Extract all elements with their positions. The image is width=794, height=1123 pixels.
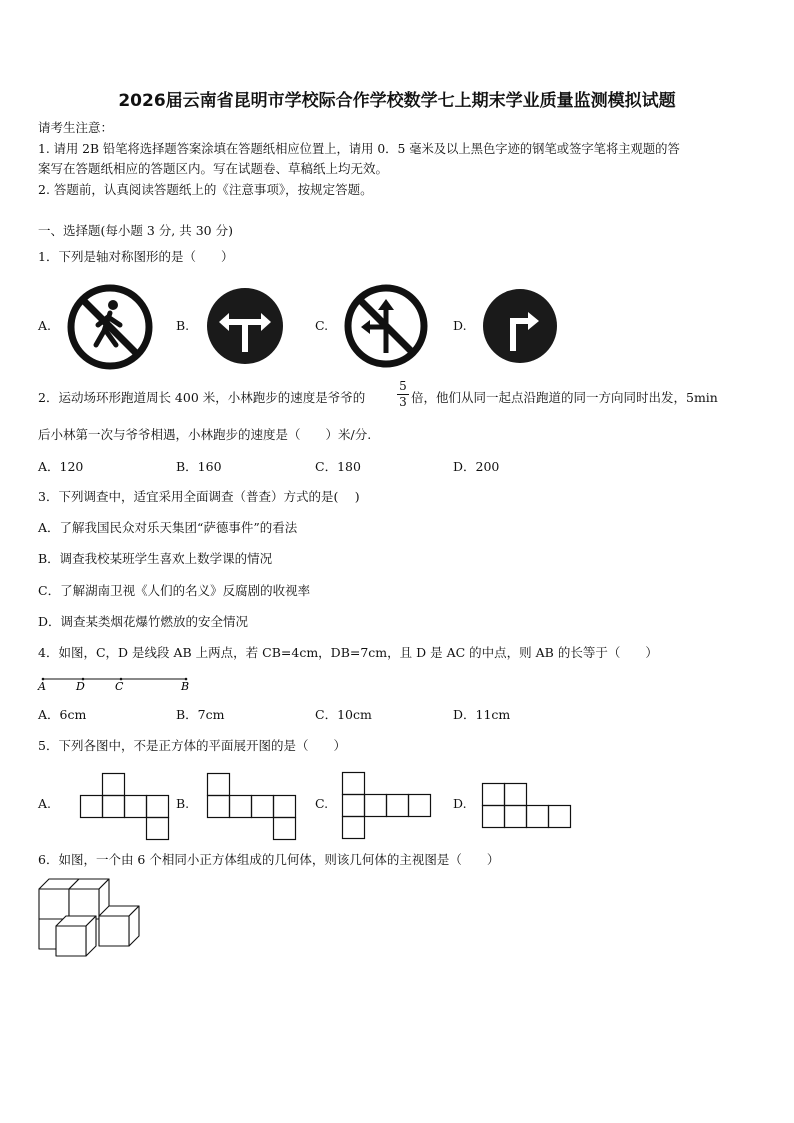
- q4-option-a: A．6cm: [38, 707, 87, 722]
- right-turn-sign-icon: [481, 287, 559, 365]
- notice-line-1: 1. 请用 2B 铅笔将选择题答案涂填在答题纸相应位置上，请用 0．5 毫米及以上黑色字迹的钢笔或签字笔将主观题的答: [38, 142, 680, 156]
- cube-net-d: [481, 780, 575, 830]
- section-heading: 一、选择题(每小题 3 分, 共 30 分): [38, 223, 233, 238]
- q4-option-c: C．10cm: [315, 707, 372, 722]
- cube-net-a: [80, 772, 172, 842]
- q5-option-b-label: B.: [176, 796, 190, 811]
- point-label-d: D: [76, 680, 85, 693]
- no-pedestrian-sign-icon: [66, 283, 154, 371]
- q4-option-b: B．7cm: [176, 707, 225, 722]
- q2-option-c: C．180: [315, 459, 361, 474]
- question-3-stem: 3．下列调查中，适宜采用全面调查（普查）方式的是( ): [38, 489, 360, 504]
- q2-option-a: A．120: [38, 459, 84, 474]
- question-5-stem: 5．下列各图中，不是正方体的平面展开图的是（ ）: [38, 738, 346, 753]
- q5-option-c-label: C.: [315, 796, 329, 811]
- cube-net-b: [206, 772, 300, 842]
- q4-option-d: D．11cm: [453, 707, 511, 722]
- q2-option-b: B．160: [176, 459, 222, 474]
- q5-option-d-label: D.: [453, 796, 467, 811]
- q3-option-b: B．调查我校某班学生喜欢上数学课的情况: [38, 551, 273, 566]
- question-2-stem-part-1: 2．运动场环形跑道周长 400 米，小林跑步的速度是爷爷的: [38, 390, 366, 405]
- q3-option-c: C．了解湖南卫视《人们的名义》反腐剧的收视率: [38, 583, 311, 598]
- line-segment-figure: [36, 672, 196, 696]
- question-6-stem: 6．如图，一个由 6 个相同小正方体组成的几何体，则该几何体的主视图是（ ）: [38, 852, 500, 867]
- fraction-denominator: 3: [399, 395, 407, 409]
- question-2-stem-part-3: 后小林第一次与爷爷相遇，小林跑步的速度是（ ）米/分.: [38, 427, 372, 442]
- question-4-stem: 4．如图，C，D 是线段 AB 上两点，若 CB=4cm，DB=7cm，且 D 是 AC 的中点，则 AB 的长等于（ ）: [38, 645, 658, 660]
- q5-option-a-label: A.: [38, 796, 52, 811]
- six-cube-solid-figure: [38, 877, 148, 959]
- q1-option-b-label: B.: [176, 318, 190, 333]
- notice-line-2: 案写在答题纸相应的答题区内。写在试题卷、草稿纸上均无效。: [38, 161, 389, 176]
- notice-line-3: 2. 答题前，认真阅读答题纸上的《注意事项》，按规定答题。: [38, 182, 373, 197]
- fraction-numerator: 5: [399, 379, 407, 393]
- cube-net-c: [341, 771, 435, 841]
- left-right-turn-sign-icon: [205, 286, 285, 366]
- notice-heading: 请考生注意：: [38, 120, 114, 135]
- point-label-b: B: [181, 680, 190, 693]
- question-2-stem-part-2: 倍，他们从同一起点沿跑道的同一方向同时出发，5min: [411, 390, 718, 405]
- q3-option-d: D．调查某类烟花爆竹燃放的安全情况: [38, 614, 249, 629]
- q1-option-c-label: C.: [315, 318, 329, 333]
- q1-option-d-label: D.: [453, 318, 467, 333]
- point-label-c: C: [115, 680, 124, 693]
- no-straight-left-sign-icon: [343, 283, 429, 369]
- question-1-stem: 1．下列是轴对称图形的是（ ）: [38, 249, 234, 264]
- point-label-a: A: [38, 680, 46, 693]
- paper-title: 2026届云南省昆明市学校际合作学校数学七上期末学业质量监测模拟试题: [118, 91, 676, 111]
- fraction-five-thirds: [397, 380, 409, 409]
- q2-option-d: D．200: [453, 459, 500, 474]
- q1-option-a-label: A.: [38, 318, 52, 333]
- q3-option-a: A．了解我国民众对乐天集团“萨德事件”的看法: [38, 520, 298, 535]
